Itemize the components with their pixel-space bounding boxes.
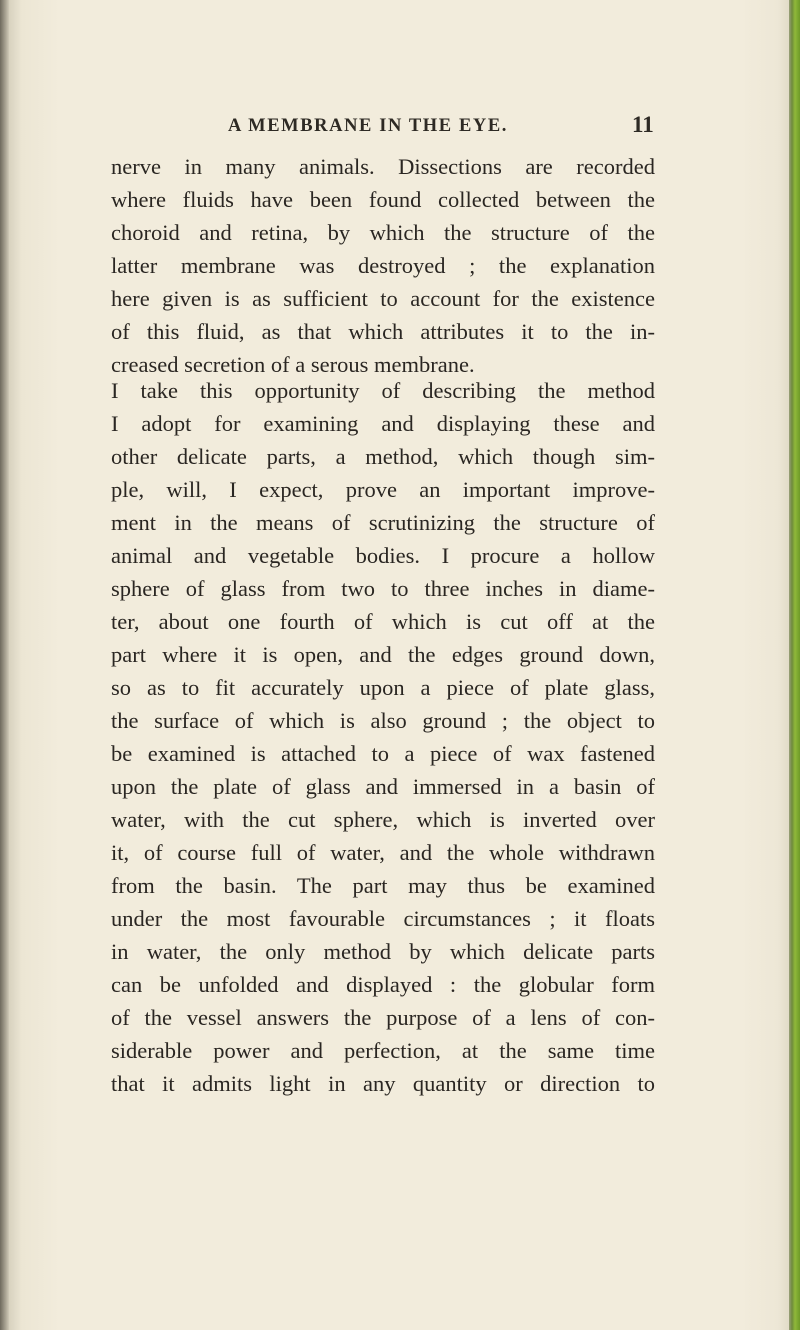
- running-head: [0, 112, 800, 142]
- text-line: so as to fit accurately upon a piece of plate glass,: [111, 675, 655, 700]
- text-line: in water, the only method by which delicate parts: [111, 939, 655, 964]
- text-line: of the vessel answers the purpose of a lens of con-: [111, 1005, 655, 1030]
- text-line: ple, will, I expect, prove an important improve-: [111, 477, 655, 502]
- text-line: part where it is open, and the edges ground down,: [111, 642, 655, 667]
- text-line: choroid and retina, by which the structure of the: [111, 220, 655, 245]
- paragraph-2: [111, 374, 655, 1100]
- text-line: animal and vegetable bodies. I procure a hollow: [111, 543, 655, 568]
- text-line: ment in the means of scrutinizing the structure of: [111, 510, 655, 535]
- text-line: sphere of glass from two to three inches in diame-: [111, 576, 655, 601]
- text-line: from the basin. The part may thus be examined: [111, 873, 655, 898]
- text-line: siderable power and perfection, at the same time: [111, 1038, 655, 1063]
- text-line: it, of course full of water, and the whole withdrawn: [111, 840, 655, 865]
- page-number: 11: [632, 112, 654, 137]
- text-line: ter, about one fourth of which is cut off at the: [111, 609, 655, 634]
- text-line: water, with the cut sphere, which is inverted over: [111, 807, 655, 832]
- text-line: other delicate parts, a method, which though sim-: [111, 444, 655, 469]
- page-left-edge: [0, 0, 9, 1330]
- paragraph-1: [111, 150, 655, 381]
- text-line: nerve in many animals. Dissections are recorded: [111, 154, 655, 179]
- text-line: upon the plate of glass and immersed in a basin of: [111, 774, 655, 799]
- text-line: I take this opportunity of describing the method: [111, 378, 655, 403]
- text-line: where fluids have been found collected between the: [111, 187, 655, 212]
- text-line: that it admits light in any quantity or direction to: [111, 1071, 655, 1096]
- page-right-edge: [789, 0, 800, 1330]
- text-line: creased secretion of a serous membrane.: [111, 352, 475, 377]
- running-title: A MEMBRANE IN THE EYE.: [228, 116, 509, 136]
- text-line: I adopt for examining and displaying these and: [111, 411, 655, 436]
- text-line: be examined is attached to a piece of wax fastened: [111, 741, 655, 766]
- text-line: here given is as sufficient to account for the existence: [111, 286, 655, 311]
- text-line: the surface of which is also ground ; the object to: [111, 708, 655, 733]
- text-line: of this fluid, as that which attributes it to the in-: [111, 319, 655, 344]
- text-line: can be unfolded and displayed : the globular form: [111, 972, 655, 997]
- text-line: latter membrane was destroyed ; the explanation: [111, 253, 655, 278]
- text-line: under the most favourable circumstances ; it floats: [111, 906, 655, 931]
